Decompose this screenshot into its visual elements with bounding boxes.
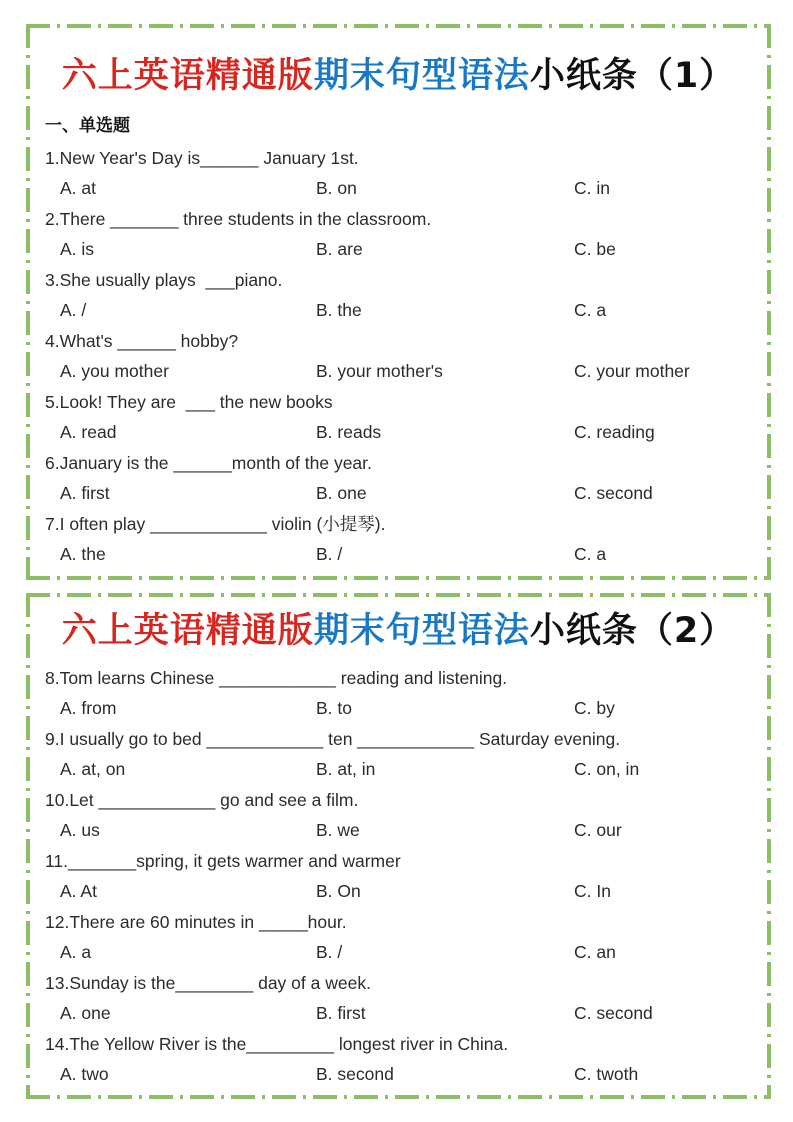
question-text: 13.Sunday is the________ day of a week. [45,973,371,993]
option-b: B. are [316,239,363,259]
option-b: B. the [316,300,362,320]
question-text: 11._______spring, it gets warmer and warmer [45,851,401,871]
question-text: 14.The Yellow River is the_________ longest river in China. [45,1034,509,1054]
option-b: B. first [316,1003,366,1023]
option-b: B. to [316,698,352,718]
title-red-part: 六上英语精通版 [61,56,314,96]
option-a: A. / [60,300,87,320]
option-c: C. twoth [574,1064,639,1084]
question-item [26,387,771,448]
question-item [26,265,771,326]
title-black-part: 小纸条（1） [529,56,736,96]
option-row [26,234,771,265]
worksheet-card [26,593,771,1099]
option-row [26,815,771,846]
option-row [26,937,771,968]
option-c: C. on, in [574,759,640,779]
worksheet-title [26,607,771,655]
option-b: B. On [316,881,361,901]
worksheet-card [26,24,771,580]
option-a: A. us [60,820,100,840]
option-c: C. reading [574,422,655,442]
option-b: B. / [316,942,343,962]
option-row [26,754,771,785]
option-a: A. the [60,544,106,564]
option-c: C. by [574,698,615,718]
question-text: 9.I usually go to bed ____________ ten ____________ Saturday evening. [45,729,621,749]
question-text: 6.January is the ______month of the year. [45,453,372,473]
option-a: A. from [60,698,117,718]
option-row [26,539,771,570]
question-text: 12.There are 60 minutes in _____hour. [45,912,347,932]
question-text: 3.She usually plays ___piano. [45,270,283,290]
option-a: A. a [60,942,92,962]
option-b: B. one [316,483,367,503]
option-b: B. your mother's [316,361,443,381]
question-item [26,448,771,509]
option-c: C. your mother [574,361,690,381]
question-item [26,1029,771,1090]
question-item [26,143,771,204]
option-c: C. be [574,239,616,259]
option-b: B. at, in [316,759,376,779]
option-row [26,417,771,448]
option-row [26,173,771,204]
option-a: A. read [60,422,117,442]
question-item [26,204,771,265]
question-item [26,724,771,785]
option-row [26,693,771,724]
question-text: 4.What's ______ hobby? [45,331,239,351]
title-black-part: 小纸条（2） [529,611,736,651]
worksheet-title [26,52,771,100]
option-a: A. one [60,1003,111,1023]
option-c: C. a [574,300,607,320]
option-a: A. first [60,483,110,503]
option-c: C. a [574,544,607,564]
option-c: C. second [574,1003,653,1023]
option-c: C. our [574,820,622,840]
option-row [26,478,771,509]
question-text: 2.There _______ three students in the classroom. [45,209,432,229]
question-item [26,326,771,387]
question-list [26,143,771,570]
option-b: B. we [316,820,360,840]
option-a: A. you mother [60,361,169,381]
title-red-part: 六上英语精通版 [61,611,314,651]
question-item [26,509,771,570]
title-blue-part: 期末句型语法 [313,56,530,96]
option-row [26,295,771,326]
title-blue-part: 期末句型语法 [313,611,530,651]
option-row [26,356,771,387]
option-b: B. second [316,1064,394,1084]
question-text: 5.Look! They are ___ the new books [45,392,333,412]
option-c: C. second [574,483,653,503]
option-a: A. two [60,1064,109,1084]
question-text: 1.New Year's Day is______ January 1st. [45,148,359,168]
option-a: A. at, on [60,759,126,779]
question-list [26,663,771,1090]
option-c: C. an [574,942,616,962]
option-a: A. at [60,178,96,198]
option-row [26,876,771,907]
question-item [26,846,771,907]
option-a: A. At [60,881,97,901]
option-a: A. is [60,239,95,259]
question-text: 8.Tom learns Chinese ____________ reading and listening. [45,668,508,688]
option-b: B. / [316,544,343,564]
question-item [26,663,771,724]
option-row [26,998,771,1029]
question-item [26,785,771,846]
section-heading: 一、单选题 [45,116,130,135]
option-c: C. in [574,178,610,198]
question-item [26,907,771,968]
option-b: B. on [316,178,357,198]
option-c: C. In [574,881,611,901]
question-text: 7.I often play ____________ violin (小提琴). [45,514,386,534]
option-row [26,1059,771,1090]
question-text: 10.Let ____________ go and see a film. [45,790,359,810]
question-item [26,968,771,1029]
option-b: B. reads [316,422,382,442]
